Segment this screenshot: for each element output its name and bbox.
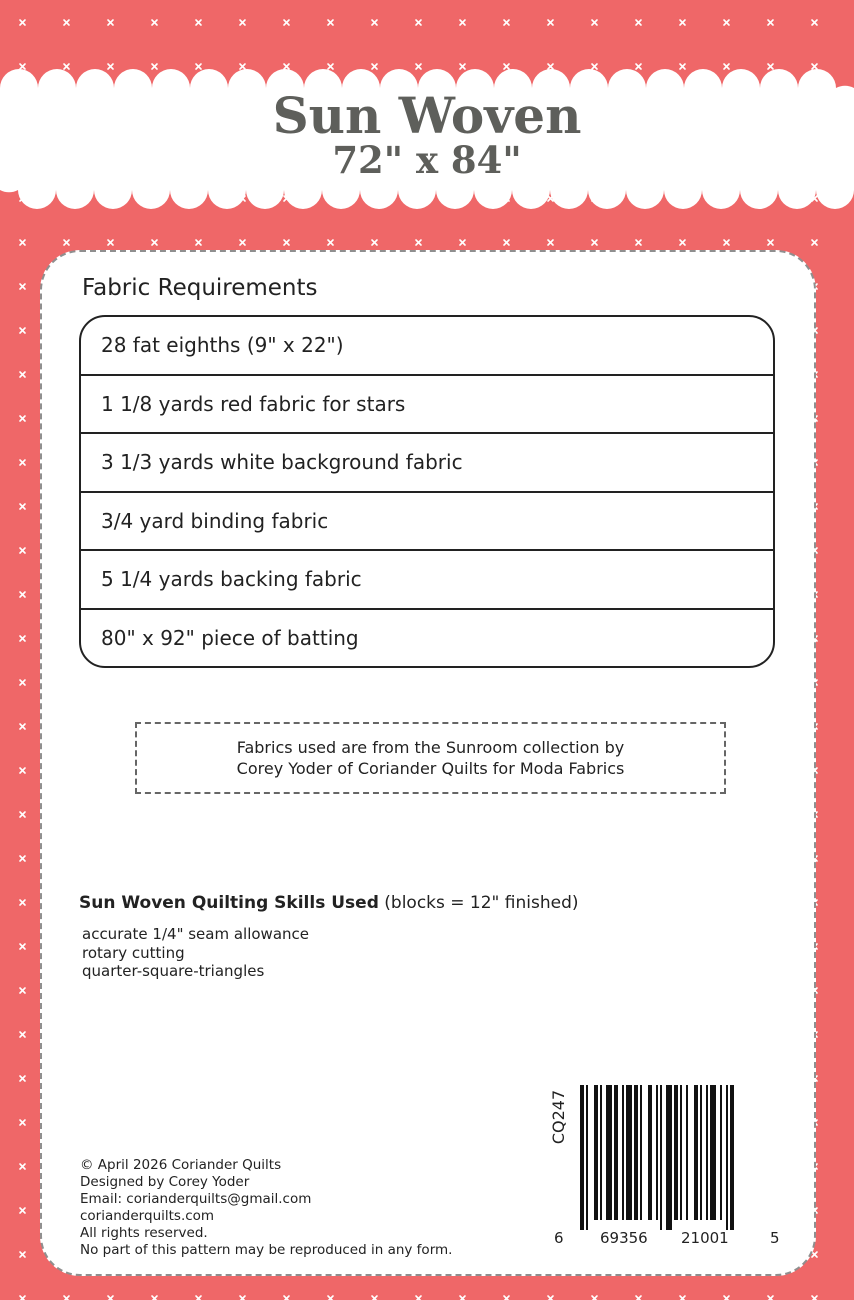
footer-line: © April 2026 Coriander Quilts <box>80 1157 282 1173</box>
requirement-row: 5 1/4 yards backing fabric <box>81 551 773 610</box>
barcode-bar <box>710 1085 716 1220</box>
barcode-bar <box>600 1085 602 1220</box>
barcode-bar <box>586 1085 588 1230</box>
barcode-bar <box>648 1085 652 1220</box>
footer-line: Email: corianderquilts@gmail.com <box>80 1191 312 1207</box>
barcode-bar <box>622 1085 624 1220</box>
barcode-bar <box>706 1085 708 1220</box>
barcode-bar <box>614 1085 618 1220</box>
fabric-requirements-table <box>79 315 775 668</box>
barcode-bar <box>656 1085 658 1220</box>
barcode-bar <box>680 1085 682 1220</box>
barcode-bar <box>700 1085 702 1220</box>
requirement-row: 3 1/3 yards white background fabric <box>81 434 773 493</box>
barcode-block <box>548 1085 788 1255</box>
skills-list <box>82 925 309 981</box>
barcode-bar <box>726 1085 728 1230</box>
requirement-row: 3/4 yard binding fabric <box>81 493 773 552</box>
barcode-bar <box>626 1085 632 1220</box>
barcode-bar <box>686 1085 688 1220</box>
quilt-size: 72" x 84" <box>332 138 522 182</box>
footer-line: Designed by Corey Yoder <box>80 1174 250 1190</box>
barcode-digit-group: 21001 <box>681 1229 729 1247</box>
requirement-row: 80" x 92" piece of batting <box>101 625 359 650</box>
skill-item: rotary cutting <box>82 943 185 962</box>
pattern-title: Sun Woven <box>272 86 582 145</box>
barcode-bar <box>730 1085 734 1230</box>
barcode-bar <box>580 1085 584 1230</box>
barcode-bar <box>720 1085 722 1220</box>
title-block <box>0 86 854 180</box>
fabric-requirements-heading: Fabric Requirements <box>82 275 318 301</box>
barcode-bar <box>640 1085 642 1220</box>
copyright-footer <box>80 1157 452 1259</box>
skills-heading <box>79 893 579 913</box>
collection-note-line: Corey Yoder of Coriander Quilts for Moda Fabrics <box>236 759 625 778</box>
collection-note-line: Fabrics used are from the Sunroom collection by <box>236 738 625 757</box>
collection-note-box <box>135 722 726 794</box>
barcode-bar <box>674 1085 678 1220</box>
requirement-row: 28 fat eighths (9" x 22") <box>81 317 773 376</box>
barcode-digit-group: 6 <box>554 1229 564 1247</box>
barcode-image <box>580 1085 770 1230</box>
footer-line: corianderquilts.com <box>80 1208 215 1224</box>
skill-item: accurate 1/4" seam allowance <box>82 925 309 943</box>
skill-item: quarter-square-triangles <box>82 962 265 980</box>
barcode-digit-group: 5 <box>770 1229 780 1247</box>
barcode-bar <box>660 1085 662 1230</box>
barcode-bar <box>634 1085 638 1220</box>
barcode-bar <box>694 1085 698 1220</box>
product-code: CQ247 <box>549 1089 568 1145</box>
barcode-bar <box>606 1085 612 1220</box>
barcode-bar <box>594 1085 598 1220</box>
requirement-row: 1 1/8 yards red fabric for stars <box>81 376 773 435</box>
footer-line: All rights reserved. <box>80 1225 208 1241</box>
barcode-digit-group: 69356 <box>600 1229 648 1247</box>
skills-title: Sun Woven Quilting Skills Used <box>79 893 379 913</box>
footer-line: No part of this pattern may be reproduced in any form. <box>80 1242 453 1258</box>
barcode-bar <box>666 1085 672 1230</box>
skills-note: (blocks = 12" finished) <box>384 893 579 913</box>
